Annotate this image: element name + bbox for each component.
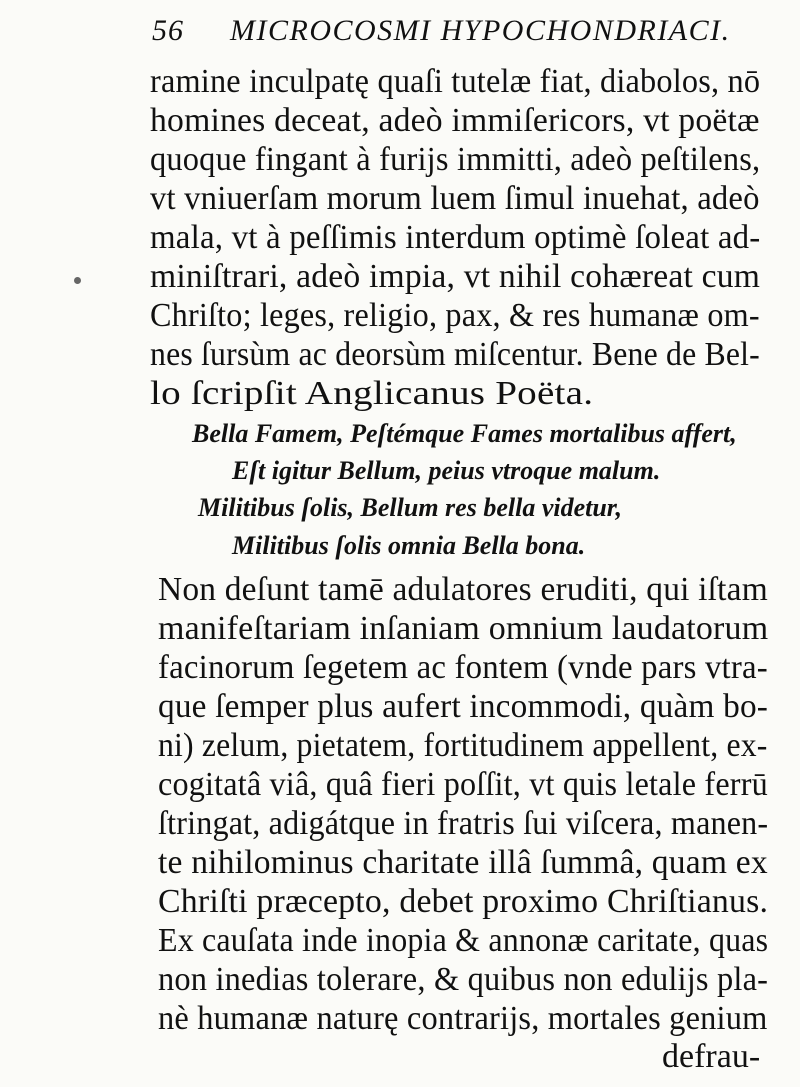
page-number: 56	[152, 14, 184, 47]
text-line: cogitatâ viâ, quâ fieri poſſit, vt quis letale ferrū	[158, 766, 768, 803]
text-line: vt vniuerſam morum luem ſimul inuehat, adeò	[150, 180, 760, 217]
verse-line: Militibus ſolis omnia Bella bona.	[232, 531, 586, 560]
text-line: te nihilominus charitate illâ ſummâ, quam ex	[158, 844, 768, 881]
text-line: Chriſto; leges, religio, pax, & res humanæ om-	[150, 297, 760, 334]
text-line: miniſtrari, adeò impia, vt nihil cohæreat cum	[150, 258, 761, 295]
text-line: Chriſti præcepto, debet proximo Chriſtianus.	[158, 883, 769, 920]
text-line: manifeſtariam inſaniam omnium laudatorum	[158, 610, 769, 647]
running-head: MICROCOSMI HYPOCHONDRIACI.	[230, 14, 731, 47]
text-line: non inedias tolerare, & quibus non edulijs pla-	[158, 961, 769, 998]
text-line: quoque fingant à furijs immitti, adeò peſtilens,	[150, 141, 761, 178]
verse-line: Militibus ſolis, Bellum res bella videtur,	[198, 493, 622, 522]
text-line: Non deſunt tamē adulatores eruditi, qui iſtam	[158, 571, 768, 608]
text-line: nè humanæ naturę contrarijs, mortales genium	[158, 1000, 768, 1037]
text-line: ni) zelum, pietatem, fortitudinem appellent, ex-	[158, 727, 768, 764]
text-line: lo ſcripſit Anglicanus Poëta.	[150, 375, 594, 412]
text-line: nes ſursùm ac deorsùm miſcentur. Bene de Bel-	[150, 336, 760, 373]
catchword: defrau-	[662, 1038, 761, 1075]
text-line: homines deceat, adeò immiſericors, vt poëtæ	[150, 102, 760, 139]
text-line: facinorum ſegetem ac fontem (vnde pars vtra-	[158, 649, 768, 686]
text-line: mala, vt à peſſimis interdum optimè ſoleat ad-	[150, 219, 761, 256]
margin-dot	[74, 277, 81, 284]
verse-line: Bella Famem, Peſtémque Fames mortalibus affert,	[192, 419, 737, 448]
text-line: ſtringat, adigátque in fratris ſui viſcera, manen-	[158, 805, 769, 842]
text-line: que ſemper plus aufert incommodi, quàm bo-	[158, 688, 769, 725]
verse-line: Eſt igitur Bellum, peius vtroque malum.	[232, 456, 661, 485]
page-header	[152, 14, 752, 54]
text-line: ramine inculpatę quaſi tutelæ fiat, diabolos, nō	[150, 63, 761, 100]
text-line: Ex cauſata inde inopia & annonæ caritate, quas	[158, 922, 769, 959]
